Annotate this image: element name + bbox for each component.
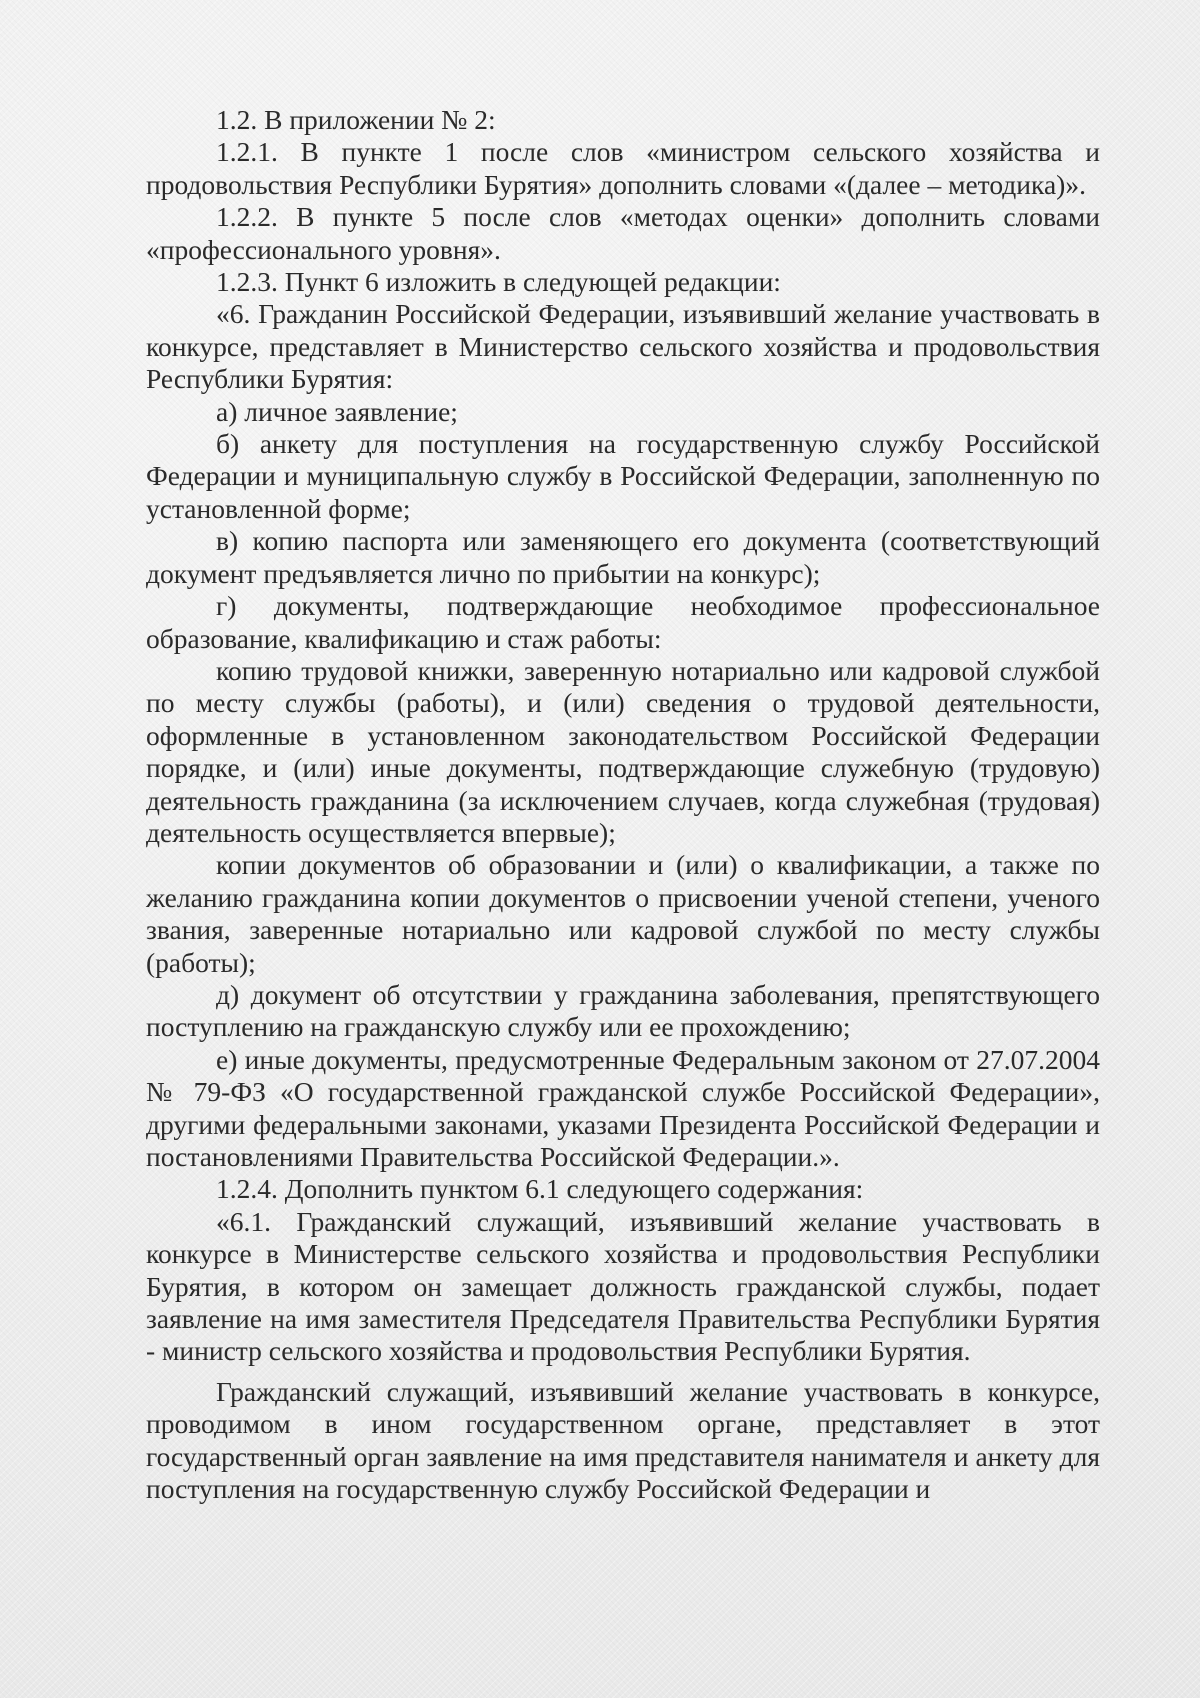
- paragraph-item-e: е) иные документы, предусмотренные Федеральным законом от 27.07.2004 № 79-ФЗ «О государственной гражданской службе Российской Федерации», другими федеральными законами, указами Президента Российской Федерации и постановлениями Правительства Российской Федерации.».: [146, 1043, 1100, 1172]
- document-body: [146, 104, 1100, 1505]
- paragraph-1-2-2: 1.2.2. В пункте 5 после слов «методах оценки» дополнить словами «профессионального уровня».: [146, 201, 1100, 265]
- paragraph-1-2: 1.2. В приложении № 2:: [216, 104, 496, 135]
- paragraph-item-b: б) анкету для поступления на государственную службу Российской Федерации и муниципальную службу в Российской Федерации, заполненную по установленной форме;: [146, 428, 1100, 524]
- paragraph-work-record: копию трудовой книжки, заверенную нотариально или кадровой службой по месту службы (работы), и (или) сведения о трудовой деятельности, оформленные в установленном законодательством Российской Федерации порядке, и (или) иные документы, подтверждающие служебную (трудовую) деятельность гражданина (за исключением случаев, когда служебная (трудовая) деятельность осуществляется впервые);: [146, 654, 1100, 848]
- paragraph-1-2-3: 1.2.3. Пункт 6 изложить в следующей редакции:: [216, 266, 781, 298]
- paragraph-1-2-1: 1.2.1. В пункте 1 после слов «министром сельского хозяйства и продовольствия Республики Бурятия» дополнить словами «(далее – методика)».: [146, 136, 1100, 200]
- paragraph-item-v: в) копию паспорта или заменяющего его документа (соответствующий документ предъявляется лично по прибытии на конкурс);: [146, 525, 1100, 589]
- paragraph-item-6-1: «6.1. Гражданский служащий, изъявивший желание участвовать в конкурсе в Министерстве сельского хозяйства и продовольствия Республики Бурятия, в котором он замещает должность гражданской службы, подает заявление на имя заместителя Председателя Правительства Республики Бурятия - министр сельского хозяйства и продовольствия Республики Бурятия.: [146, 1205, 1100, 1367]
- paragraph-item-6: «6. Гражданин Российской Федерации, изъявивший желание участвовать в конкурсе, представляет в Министерство сельского хозяйства и продовольствия Республики Бурятия:: [146, 298, 1100, 395]
- paragraph-civil-servant-other-body: Гражданский служащий, изъявивший желание участвовать в конкурсе, проводимом в ином государственном органе, представляет в этот государственный орган заявление на имя представителя нанимателя и анкету для поступления на государственную службу Российской Федерации и: [146, 1375, 1100, 1505]
- paragraph-education-docs: копии документов об образовании и (или) о квалификации, а также по желанию гражданина копии документов о присвоении ученой степени, ученого звания, заверенные нотариально или кадровой службой по месту службы (работы);: [146, 849, 1100, 978]
- paragraph-item-g: г) документы, подтверждающие необходимое профессиональное образование, квалификацию и стаж работы:: [146, 590, 1100, 654]
- paragraph-1-2-4: 1.2.4. Дополнить пунктом 6.1 следующего содержания:: [216, 1173, 864, 1205]
- paragraph-item-a: а) личное заявление;: [216, 395, 458, 427]
- paragraph-item-d: д) документ об отсутствии у гражданина заболевания, препятствующего поступлению на гражданскую службу или ее прохождению;: [146, 978, 1100, 1043]
